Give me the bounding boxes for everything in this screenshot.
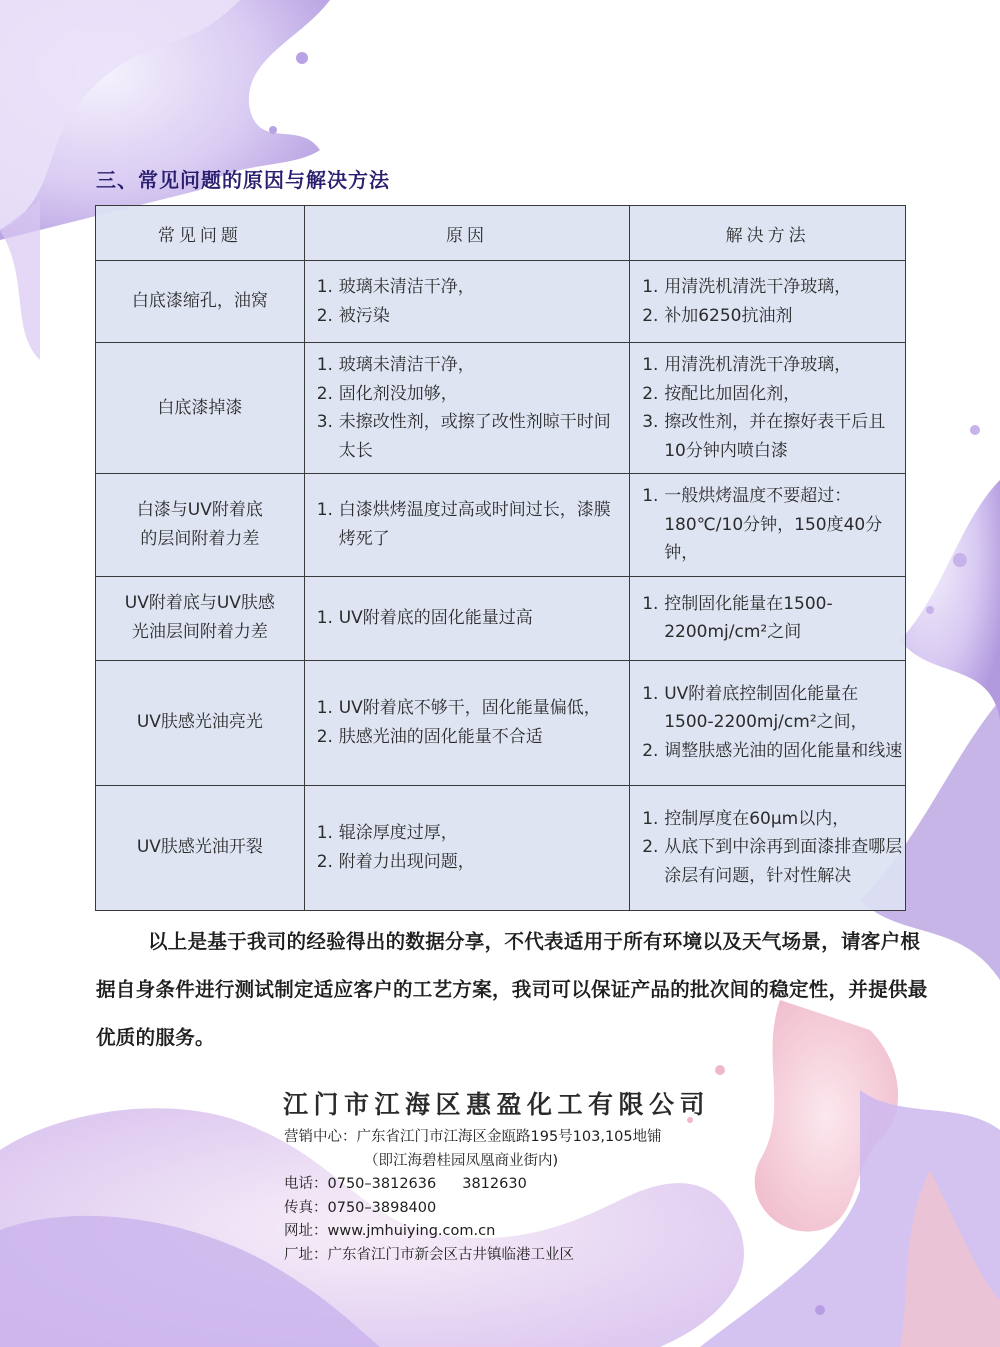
factory-label: 厂址： xyxy=(284,1246,328,1263)
contact-info xyxy=(284,1126,662,1267)
phone-label: 电话： xyxy=(284,1176,328,1192)
problem-text: UV肤感光油开裂 xyxy=(136,837,263,857)
factory-line xyxy=(284,1244,662,1268)
problem-cell xyxy=(96,660,305,785)
website-line xyxy=(284,1220,662,1244)
section-title: 三、常见问题的原因与解决方法 xyxy=(96,168,390,192)
table-header-row xyxy=(96,206,906,261)
table-row xyxy=(96,660,906,785)
header-problem: 常见问题 xyxy=(96,206,305,261)
cause-item: 3. 未擦改性剂，或擦了改性剂晾干时间太长 xyxy=(316,412,611,461)
factory-address: 广东省江门市新会区古井镇临港工业区 xyxy=(327,1246,574,1263)
solution-item: 3. 擦改性剂，并在擦好表干后且10分钟内喷白漆 xyxy=(642,412,886,461)
solution-cell xyxy=(630,343,906,474)
solution-cell xyxy=(630,785,906,910)
problem-cell xyxy=(96,576,305,660)
problem-text-line: 的层间附着力差 xyxy=(140,528,260,549)
fax-label: 传真： xyxy=(284,1199,328,1216)
problem-text-line: UV附着底与UV肤感 xyxy=(124,593,275,613)
phone-line xyxy=(284,1173,662,1197)
problem-text: 白底漆缩孔，油窝 xyxy=(131,291,268,311)
table-row xyxy=(96,343,906,474)
fax-number: 0750–3898400 xyxy=(327,1199,437,1216)
solution-item: 2. 调整肤感光油的固化能量和线速 xyxy=(642,740,903,761)
cause-item: 1. 白漆烘烤温度过高或时间过长，漆膜烤死了 xyxy=(316,500,611,549)
cause-item: 1. 玻璃未清洁干净， xyxy=(316,355,475,375)
cause-item: 2. 肤感光油的固化能量不合适 xyxy=(316,726,543,747)
solution-cell xyxy=(630,660,906,785)
solution-item: 1. 控制固化能量在1500-2200mj/cm²之间 xyxy=(642,593,833,642)
solution-cell xyxy=(630,576,906,660)
cause-item: 1. UV附着底的固化能量过高 xyxy=(316,607,533,628)
cause-cell xyxy=(304,660,630,785)
problem-text: 白底漆掉漆 xyxy=(157,397,243,418)
cause-cell xyxy=(304,343,630,474)
solution-item: 1. 用清洗机清洗干净玻璃， xyxy=(642,277,852,297)
table-row xyxy=(96,785,906,910)
problem-cell xyxy=(96,261,305,343)
cause-cell xyxy=(304,261,630,343)
website-label: 网址： xyxy=(284,1223,328,1239)
table-row xyxy=(96,474,906,577)
cause-item: 1. 辊涂厚度过厚， xyxy=(316,823,458,843)
solution-cell xyxy=(630,474,906,577)
sales-center-line xyxy=(284,1126,662,1150)
phone-number-1: 0750–3812636 xyxy=(327,1176,437,1192)
solution-item: 1. 控制厚度在60μm以内， xyxy=(642,808,850,829)
cause-item: 1. UV附着底不够干，固化能量偏低， xyxy=(316,698,601,718)
fax-line xyxy=(284,1197,662,1221)
solution-item: 1. 一般烘烤温度不要超过：180℃/10分钟，150度40分钟， xyxy=(642,486,883,563)
website-url[interactable]: www.jmhuiying.com.cn xyxy=(327,1223,496,1239)
solution-item: 2. 从底下到中涂再到面漆排查哪层涂层有问题，针对性解决 xyxy=(642,837,903,886)
sales-center-label: 营销中心： xyxy=(284,1129,357,1145)
faq-table xyxy=(95,205,906,911)
sales-center-note: （即江海碧桂园凤凰商业街内) xyxy=(364,1152,559,1169)
company-name: 江门市江海区惠盈化工有限公司 xyxy=(283,1090,711,1119)
table-row xyxy=(96,576,906,660)
sales-center-address: 广东省江门市江海区金瓯路195号103,105地铺 xyxy=(356,1129,662,1145)
cause-cell xyxy=(304,576,630,660)
problem-cell xyxy=(96,343,305,474)
problem-text: UV肤感光油亮光 xyxy=(136,712,263,732)
header-cause: 原因 xyxy=(304,206,630,261)
solution-item: 1. 用清洗机清洗干净玻璃， xyxy=(642,355,852,375)
cause-cell xyxy=(304,785,630,910)
table-row xyxy=(96,261,906,343)
problem-text-line: 白漆与UV附着底 xyxy=(136,499,263,520)
disclaimer-paragraph: 以上是基于我司的经验得出的数据分享，不代表适用于所有环境以及天气场景，请客户根据自身条件进行测试制定适应客户的工艺方案，我司可以保证产品的批次间的稳定性，并提供最优质的服务。 xyxy=(96,930,928,1049)
cause-item: 2. 固化剂没加够， xyxy=(316,383,458,404)
header-solution: 解决方法 xyxy=(630,206,906,261)
cause-item: 2. 被污染 xyxy=(316,305,390,326)
solution-cell xyxy=(630,261,906,343)
phone-number-2: 3812630 xyxy=(462,1176,527,1192)
solution-item: 2. 按配比加固化剂， xyxy=(642,383,801,404)
problem-cell xyxy=(96,785,305,910)
problem-cell xyxy=(96,474,305,577)
cause-item: 1. 玻璃未清洁干净， xyxy=(316,277,475,297)
solution-item: 2. 补加6250抗油剂 xyxy=(642,305,793,326)
cause-item: 2. 附着力出现问题， xyxy=(316,851,475,872)
solution-item: 1. UV附着底控制固化能量在1500-2200mj/cm²之间， xyxy=(642,683,868,733)
problem-text-line: 光油层间附着力差 xyxy=(131,622,268,642)
cause-cell xyxy=(304,474,630,577)
